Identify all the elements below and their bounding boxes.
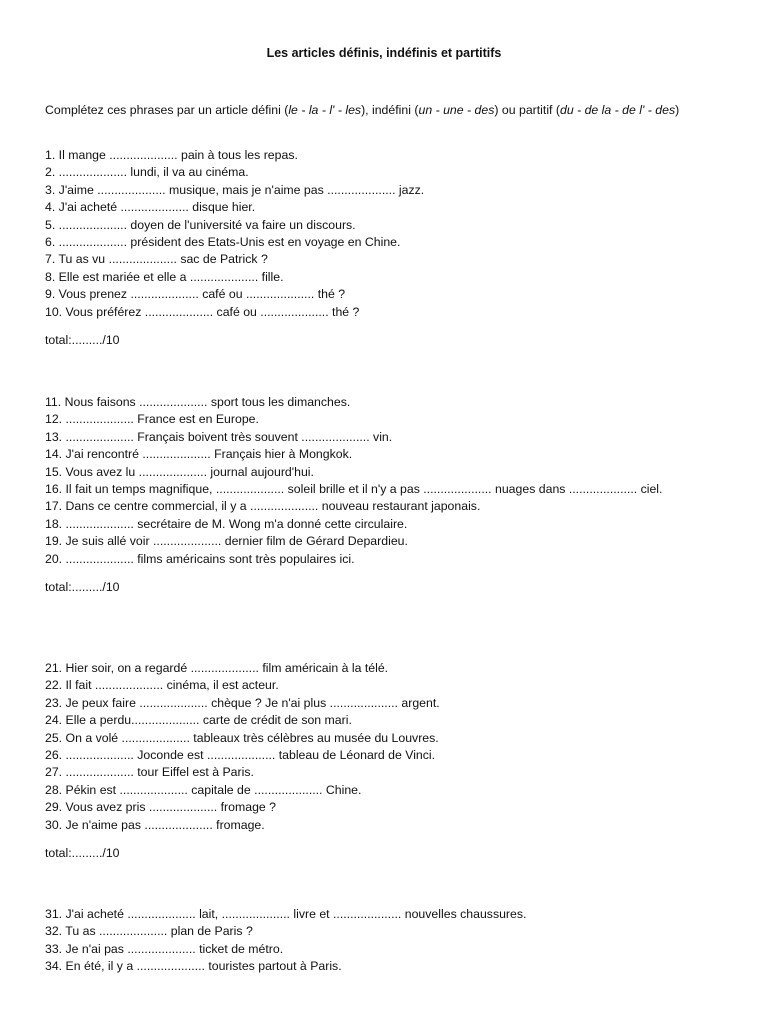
page-title: Les articles définis, indéfinis et partitifs [266, 46, 502, 60]
question: 33. Je n'ai pas .................... ticket de métro. [45, 941, 284, 956]
question: 15. Vous avez lu .................... journal aujourd'hui. [45, 464, 314, 479]
question: 24. Elle a perdu.................... carte de crédit de son mari. [45, 713, 352, 728]
instructions [45, 102, 730, 120]
instructions-text-1: Complétez ces phrases par un article défini ( [45, 103, 289, 117]
exercise-section-3 [45, 660, 730, 862]
question: 25. On a volé .................... tableaux très célèbres au musée du Louvres. [45, 730, 439, 745]
question: 29. Vous avez pris .................... fromage ? [45, 800, 277, 815]
question: 5. .................... doyen de l'université va faire un discours. [45, 217, 356, 232]
definite-articles: le - la - l' - les [288, 103, 362, 117]
question: 4. J'ai acheté .................... disque hier. [45, 200, 256, 215]
question: 13. .................... Français boivent très souvent .................... vin. [45, 429, 393, 444]
section-total: total:........./10 [45, 580, 120, 595]
question: 19. Je suis allé voir .................... dernier film de Gérard Depardieu. [45, 534, 408, 549]
question: 27. .................... tour Eiffel est à Paris. [45, 765, 254, 780]
question: 7. Tu as vu .................... sac de Patrick ? [45, 252, 268, 267]
instructions-text-4: ) [675, 103, 680, 117]
section-total: total:........./10 [45, 333, 120, 348]
question: 30. Je n'aime pas .................... fromage. [45, 817, 265, 832]
question: 20. .................... films américains sont très populaires ici. [45, 551, 355, 566]
section-total: total:........./10 [45, 846, 120, 861]
question: 32. Tu as .................... plan de Paris ? [45, 924, 253, 939]
question: 17. Dans ce centre commercial, il y a .................... nouveau restaurant japonais. [45, 499, 481, 514]
question: 21. Hier soir, on a regardé .................... film américain à la télé. [45, 661, 389, 675]
exercise-section-2 [45, 394, 730, 596]
instructions-text-2: ), indéfini ( [361, 103, 419, 117]
question: 2. .................... lundi, il va au cinéma. [45, 165, 249, 180]
question: 1. Il mange .................... pain à tous les repas. [45, 148, 298, 162]
question: 23. Je peux faire .................... chèque ? Je n'ai plus .................... argent. [45, 695, 440, 710]
question: 8. Elle est mariée et elle a .................... fille. [45, 269, 284, 284]
partitive-articles: du - de la - de l' - des [559, 103, 676, 117]
question: 16. Il fait un temps magnifique, .................... soleil brille et il n'y a pas .................... nuages dans .................... ciel. [45, 482, 663, 497]
question: 28. Pékin est .................... capitale de .................... Chine. [45, 782, 362, 797]
question: 12. .................... France est en Europe. [45, 412, 259, 427]
question: 34. En été, il y a .................... touristes partout à Paris. [45, 959, 342, 974]
instructions-text-3: ) ou partitif ( [494, 103, 560, 117]
exercise-section-1 [45, 147, 730, 349]
question: 10. Vous préférez .................... café ou .................... thé ? [45, 304, 360, 319]
question: 31. J'ai acheté .................... lait, .................... livre et .................... nouvelles chaussures. [45, 907, 527, 921]
question: 18. .................... secrétaire de M. Wong m'a donné cette circulaire. [45, 516, 408, 531]
question: 3. J'aime .................... musique, mais je n'aime pas .................... jazz. [45, 182, 425, 197]
exercise-section-4 [45, 906, 730, 976]
question: 22. Il fait .................... cinéma, il est acteur. [45, 678, 279, 693]
question: 6. .................... président des Etats-Unis est en voyage en Chine. [45, 235, 401, 250]
question: 14. J'ai rencontré .................... Français hier à Mongkok. [45, 447, 353, 462]
indefinite-articles: un - une - des [418, 103, 495, 117]
question: 26. .................... Joconde est .................... tableau de Léonard de Vinci. [45, 748, 436, 763]
question: 9. Vous prenez .................... café ou .................... thé ? [45, 287, 346, 302]
question: 11. Nous faisons .................... sport tous les dimanches. [45, 395, 351, 409]
